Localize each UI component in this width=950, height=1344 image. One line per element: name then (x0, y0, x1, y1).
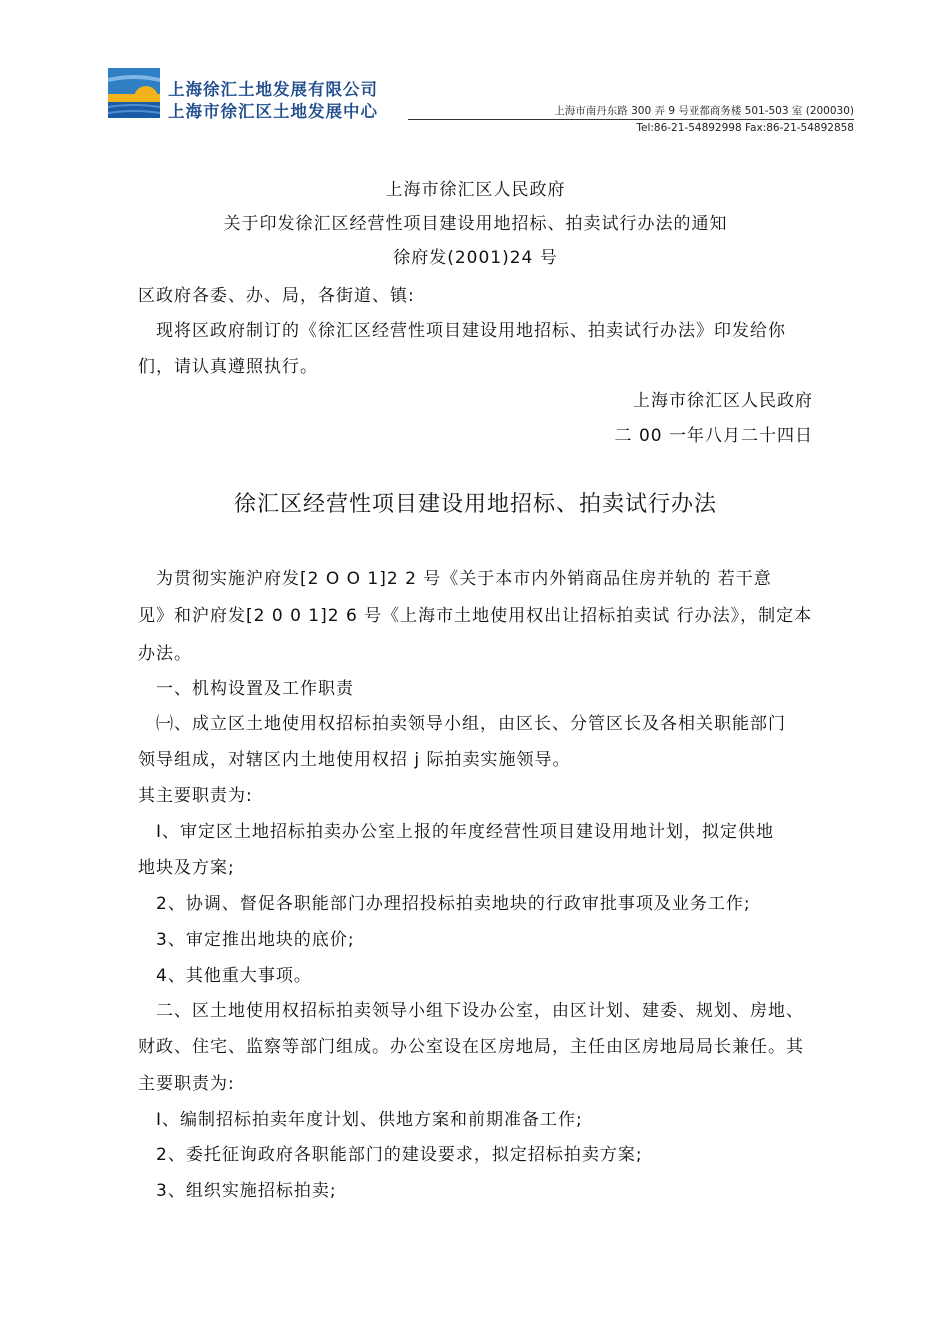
notice-signature: 上海市徐汇区人民政府 (633, 391, 813, 411)
rules-text-line: 财政、住宅、监察等部门组成。办公室设在区房地局，主任由区房地局局长兼任。其 (138, 1037, 804, 1057)
header-divider (408, 119, 854, 120)
rules-text-line: 3、审定推出地块的底价; (138, 930, 355, 950)
notice-body-line: 现将区政府制订的《徐汇区经营性项目建设用地招标、拍卖试行办法》印发给你 (138, 321, 786, 341)
company-logo (108, 68, 160, 118)
rules-text-line: 其主要职责为: (138, 786, 253, 806)
rules-text-line: 4、其他重大事项。 (138, 966, 312, 986)
rules-text-line: 办法。 (138, 644, 192, 664)
notice-doc-number: 徐府发(2001)24 号 (393, 248, 558, 268)
rules-text-line: 见》和沪府发[2 0 0 1]2 6 号《上海市土地使用权出让招标拍卖试 行办法》，制定本 (138, 606, 813, 626)
notice-issuer: 上海市徐汇区人民政府 (385, 180, 566, 200)
rules-text-line: 3、组织实施招标拍卖; (138, 1181, 337, 1201)
sun-over-sea-logo-icon (108, 68, 160, 118)
notice-body-line: 们，请认真遵照执行。 (138, 357, 318, 377)
rules-section-heading: 二、区土地使用权招标拍卖领导小组下设办公室，由区计划、建委、规划、房地、 (138, 1001, 804, 1021)
rules-section-heading: 一、机构设置及工作职责 (138, 679, 354, 699)
company-contact: Tel:86-21-54892998 Fax:86-21-54892858 (636, 122, 854, 134)
rules-text-line: 主要职责为: (138, 1074, 235, 1094)
notice-date: 二 00 一年八月二十四日 (614, 426, 813, 446)
rules-title: 徐汇区经营性项目建设用地招标、拍卖试行办法 (233, 492, 717, 517)
rules-text-line: ㈠、成立区土地使用权招标拍卖领导小组，由区长、分管区长及各相关职能部门 (138, 714, 786, 734)
notice-title: 关于印发徐汇区经营性项目建设用地招标、拍卖试行办法的通知 (223, 214, 728, 234)
notice-addressee: 区政府各委、办、局，各街道、镇: (138, 286, 415, 306)
rules-text-line: 地块及方案; (138, 858, 235, 878)
rules-text-line: 2、委托征询政府各职能部门的建设要求，拟定招标拍卖方案; (138, 1145, 643, 1165)
company-name-line2: 上海市徐汇区土地发展中心 (168, 102, 378, 121)
rules-text-line: I、审定区土地招标拍卖办公室上报的年度经营性项目建设用地计划，拟定供地 (138, 822, 775, 842)
company-address: 上海市南丹东路 300 弄 9 号亚都商务楼 501-503 室 (200030) (554, 105, 854, 117)
company-name-line1: 上海徐汇土地发展有限公司 (168, 80, 378, 99)
rules-text-line: 2、协调、督促各职能部门办理招投标拍卖地块的行政审批事项及业务工作; (138, 894, 751, 914)
rules-text-line: 为贯彻实施沪府发[2 O O 1]2 2 号《关于本市内外销商品住房并轨的 若干意 (138, 569, 772, 589)
rules-text-line: I、编制招标拍卖年度计划、供地方案和前期准备工作; (138, 1110, 583, 1130)
rules-text-line: 领导组成，对辖区内土地使用权招 j 际拍卖实施领导。 (138, 750, 571, 770)
